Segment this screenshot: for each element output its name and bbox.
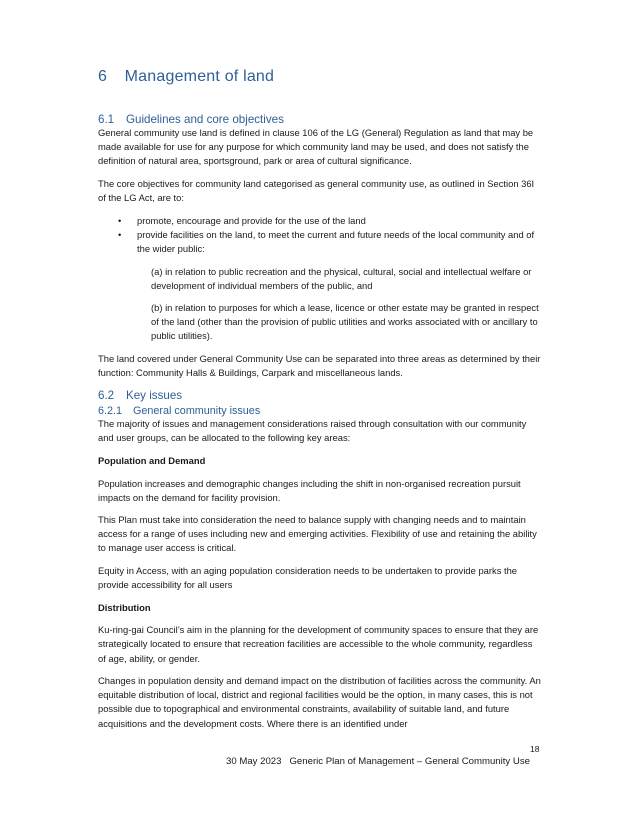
footer-date: 30 May 2023 bbox=[226, 756, 282, 767]
section-number: 6 bbox=[98, 68, 108, 85]
sub-clause-b: (b) in relation to purposes for which a lease, licence or other estate may be granted in respect of the land (other than the provision of public utilities and works associated with or ancillary to public utilities). bbox=[151, 302, 539, 342]
subsection-heading-6-2 bbox=[98, 389, 542, 402]
list-item: • promote, encourage and provide for the use of the land bbox=[98, 214, 542, 228]
subsubsection-heading-6-2-1 bbox=[98, 405, 542, 417]
paragraph-definition: General community use land is defined in clause 106 of the LG (General) Regulation as land that may be made available for use for any purpose for which community land may be used, and does not satisfy the definition of natural area, sportsground, park or area of cultural significance. bbox=[98, 127, 534, 167]
bullet-icon: • bbox=[118, 229, 122, 241]
paragraph-distribution-2: Changes in population density and demand impact on the distribution of facilities across the community. An equitable distribution of local, district and regional facilities would be the option, in many cases, this is not possible due to topographical and environmental constraints, availability of suitable land, and future acquisitions and the development costs. Where there is an identified under bbox=[98, 674, 541, 729]
subsection-title: Guidelines and core objectives bbox=[126, 113, 284, 126]
subsubsection-title: General community issues bbox=[133, 405, 261, 418]
paragraph-distribution-1: Ku-ring-gai Council’s aim in the planning for the development of community spaces to ensure that they are strategically located to ensure that recreation facilities are accessible to the whole community, regardless of age, ability, or gender. bbox=[98, 624, 539, 664]
objectives-list bbox=[98, 214, 542, 257]
paragraph-core-objectives: The core objectives for community land categorised as general community use, as outlined in Section 36I of the LG Act, are to: bbox=[98, 177, 535, 203]
paragraph-population-3: Equity in Access, with an aging population consideration needs to be undertaken to provide parks the provide accessibility for all users bbox=[98, 564, 518, 590]
subsection-number: 6.1 bbox=[98, 113, 115, 126]
paragraph-key-areas: The majority of issues and management considerations raised through consultation with our community and user groups, can be allocated to the following key areas: bbox=[98, 418, 527, 444]
subsection-title: Key issues bbox=[126, 389, 183, 403]
list-item: • provide facilities on the land, to meet the current and future needs of the local community and of the wider public: bbox=[118, 229, 535, 255]
footer bbox=[226, 756, 530, 767]
heading-population-demand: Population and Demand bbox=[98, 455, 206, 467]
paragraph-land-areas: The land covered under General Community Use can be separated into three areas as determined by their function: Community Halls & Buildings, Carpark and miscellaneous lands. bbox=[98, 352, 541, 378]
paragraph-population-2: This Plan must take into consideration the need to balance supply with changing needs and to maintain access for a range of uses including new and emerging activities. Flexibility of use and retaining the ability to manage user access is critical. bbox=[98, 514, 537, 554]
bullet-icon: • bbox=[118, 215, 122, 227]
subsubsection-number: 6.2.1 bbox=[98, 405, 123, 418]
page-number: 18 bbox=[530, 744, 540, 754]
footer-title: Generic Plan of Management – General Community Use bbox=[289, 756, 530, 767]
page-content bbox=[98, 68, 542, 731]
paragraph-population-1: Population increases and demographic changes including the shift in non-organised recreation pursuit impacts on the demand for facility provision. bbox=[98, 477, 521, 503]
section-title: Management of land bbox=[124, 68, 275, 85]
subsection-number: 6.2 bbox=[98, 389, 115, 403]
subsection-heading-6-1 bbox=[98, 113, 542, 126]
sub-clause-a: (a) in relation to public recreation and the physical, cultural, social and intellectual welfare or development of individual members of the public, and bbox=[151, 265, 532, 291]
section-heading bbox=[98, 68, 542, 86]
heading-distribution: Distribution bbox=[98, 602, 151, 614]
